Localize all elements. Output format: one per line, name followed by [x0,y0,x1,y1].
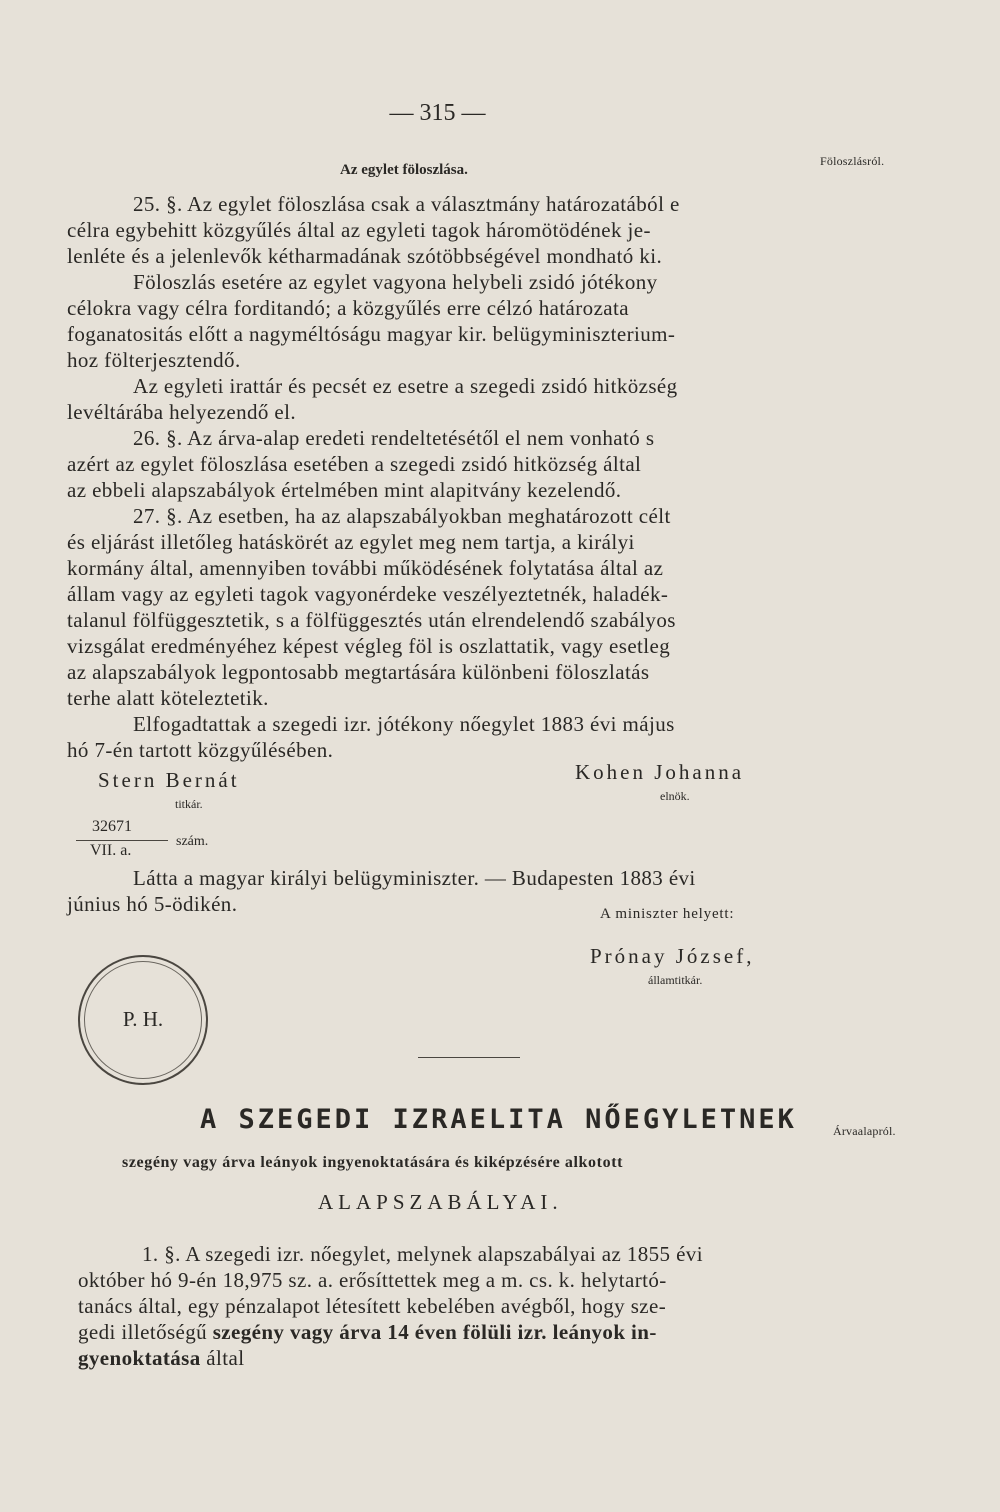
separator-rule [418,1057,520,1058]
signature-president-title: elnök. [660,789,690,803]
minister-signature: Prónay József, [590,944,755,968]
text-line [78,1346,244,1371]
text-line: kormány által, amennyiben további működésének folytatása által az [67,556,664,580]
text-line: lenléte és a jelenlevők kétharmadának szótöbbségével mondható ki. [67,244,663,268]
text-line: 25. §. Az egylet föloszlása csak a választmány határozatából e [133,192,680,216]
text-line: Elfogadtattak a szegedi izr. jótékony nőegylet 1883 évi május [133,712,675,736]
text-line: 27. §. Az esetben, ha az alapszabályokban meghatározott célt [133,504,671,528]
text-line: az alapszabályok legpontosabb megtartására különbeni föloszlatás [67,660,650,684]
text-line [78,1320,657,1345]
text-line: az ebbeli alapszabályok értelmében mint alapitvány kezelendő. [67,478,622,502]
official-seal [78,955,208,1085]
reference-section: VII. a. [90,842,132,859]
text-line: levéltárába helyezendő el. [67,400,297,424]
text-segment: által [200,1346,245,1370]
statute-title: ALAPSZABÁLYAI. [318,1190,563,1214]
text-line: hó 7-én tartott közgyűlésében. [67,738,334,762]
text-line: célokra vagy célra forditandó; a közgyűlés erre célzó határozata [67,296,629,320]
approval-line: június hó 5-ödikén. [67,892,238,916]
text-line: vizsgálat eredményéhez képest végleg föl is oszlattatik, vagy esetleg [67,634,671,658]
text-line: 1. §. A szegedi izr. nőegylet, melynek alapszabályai az 1855 évi [142,1242,703,1266]
signature-president: Kohen Johanna [575,760,745,784]
margin-note-dissolution: Föloszlásról. [820,154,885,168]
statute-subheading: szegény vagy árva leányok ingyenoktatására és kiképzésére alkotott [122,1154,624,1171]
page-number: — 315 — [389,100,486,126]
statute-heading: A SZEGEDI IZRAELITA NŐEGYLETNEK [200,1104,797,1135]
fraction-rule [76,840,168,841]
text-line: hoz fölterjesztendő. [67,348,241,372]
approval-line: Látta a magyar királyi belügyminiszter. — Budapesten 1883 évi [133,866,696,890]
minister-title: államtitkár. [648,973,703,987]
text-line: 26. §. Az árva-alap eredeti rendeltetésétől el nem vonható s [133,426,655,450]
seal-text: P. H. [122,1007,164,1031]
text-line: azért az egylet föloszlása esetében a szegedi zsidó hitközség által [67,452,642,476]
text-line: Föloszlás esetére az egylet vagyona helybeli zsidó jótékony [133,270,658,294]
margin-note-orphan-fund: Árvaalapról. [833,1124,896,1138]
text-line: talanul fölfüggesztetik, s a fölfüggesztés után elrendelendő szabályos [67,608,676,632]
text-line: célra egybehitt közgyűlés által az egyleti tagok háromötödének je- [67,218,651,242]
reference-label: szám. [176,834,209,849]
reference-number: 32671 [92,818,132,835]
section-title: Az egylet föloszlása. [340,162,468,178]
text-line: Az egyleti irattár és pecsét ez esetre a szegedi zsidó hitközség [133,374,678,398]
text-line: október hó 9-én 18,975 sz. a. erősíttettek meg a m. cs. k. helytartó- [78,1268,667,1292]
signature-secretary-title: titkár. [175,797,203,811]
text-line: foganatositás előtt a nagyméltóságu magyar kir. belügyminiszterium- [67,322,676,346]
text-line: tanács által, egy pénzalapot létesített kebelében avégből, hogy sze- [78,1294,667,1318]
bold-segment: szegény vagy árva 14 éven fölüli izr. leányok in- [212,1320,657,1344]
minister-deputy: A miniszter helyett: [600,906,735,922]
text-segment: gedi illetőségű [78,1320,213,1344]
bold-segment: gyenoktatása [78,1346,201,1370]
text-line: és eljárást illetőleg hatáskörét az egylet meg nem tartja, a királyi [67,530,635,554]
signature-secretary: Stern Bernát [98,768,240,792]
text-line: terhe alatt köteleztetik. [67,686,269,710]
text-line: állam vagy az egyleti tagok vagyonérdeke veszélyeztetnék, haladék- [67,582,669,606]
